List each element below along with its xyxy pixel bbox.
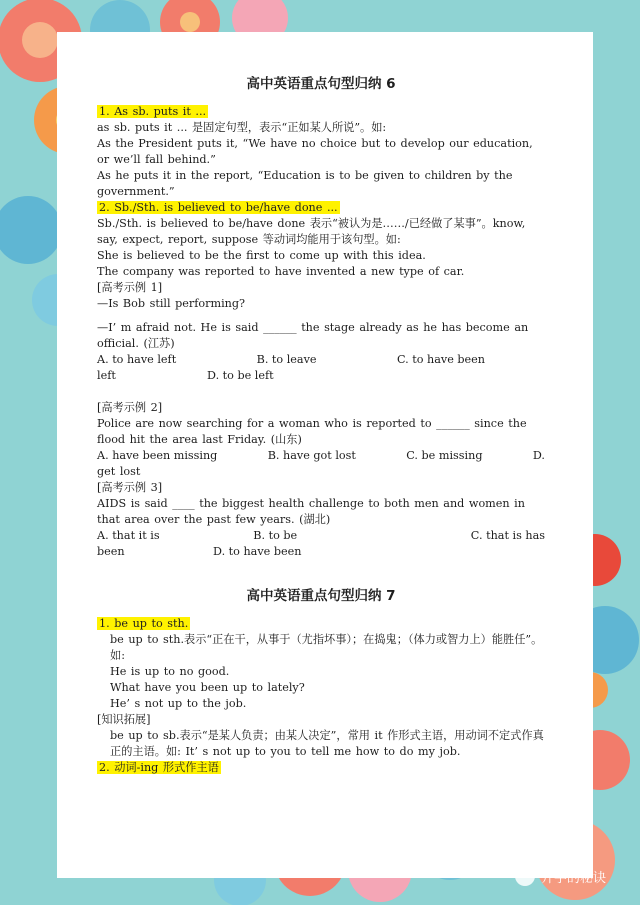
example1-option-d: D. to be left xyxy=(207,369,274,382)
section7-line-2: He is up to no good. xyxy=(110,665,230,678)
watermark-text: 升学的秘诀 xyxy=(541,870,607,886)
example2-option-a: A. have been missing xyxy=(97,449,218,462)
example3-option-c: C. that is has xyxy=(470,529,545,542)
example1-question-1: —Is Bob still performing? xyxy=(97,297,246,310)
section6-line-6: The company was reported to have invented a new type of car. xyxy=(97,265,465,278)
section6-title: 高中英语重点句型归纳 6 xyxy=(246,76,396,92)
example3-option-d: D. to have been xyxy=(213,545,302,558)
section7-heading-2: 2. 动词-ing 形式作主语 xyxy=(99,761,219,774)
example3-option-c-cont: been xyxy=(97,545,125,558)
example1-option-b: B. to leave xyxy=(256,353,317,366)
example2-tag: [高考示例 2] xyxy=(97,401,163,414)
section7-line-3: What have you been up to lately? xyxy=(110,681,305,694)
section6-line-1: as sb. puts it ... 是固定句型，表示“正如某人所说”。如: xyxy=(97,121,387,134)
section7-line-4: He’ s not up to the job. xyxy=(110,697,247,710)
example1-options xyxy=(97,352,545,368)
section6-line-4: Sb./Sth. is believed to be/have done 表示“被认为是……/已经做了某事”。know, say, expect, report, suppose 等动词均能用于该句型。如: xyxy=(97,217,526,246)
example2-options xyxy=(97,448,545,464)
example3-option-a: A. that it is xyxy=(97,529,160,542)
example1-question-2: —I’ m afraid not. He is said ______ the stage already as he has become an official. (江苏) xyxy=(97,321,529,350)
section6-heading-2: 2. Sb./Sth. is believed to be/have done ... xyxy=(99,201,338,214)
example3-tag: [高考示例 3] xyxy=(97,481,163,494)
section6-line-2: As the President puts it, “We have no choice but to develop our education, or we’ll fall behind.” xyxy=(97,137,533,166)
example2-question: Police are now searching for a woman who is reported to ______ since the flood hit the area last Friday. (山东) xyxy=(97,417,527,446)
example1-tag: [高考示例 1] xyxy=(97,281,163,294)
example2-option-c: C. be missing xyxy=(406,449,483,462)
section7-title: 高中英语重点句型归纳 7 xyxy=(246,588,396,604)
section6-heading-1: 1. As sb. puts it ... xyxy=(99,105,207,118)
example2-option-b: B. have got lost xyxy=(267,449,356,462)
extension-tag: [知识拓展] xyxy=(97,713,151,726)
example3-options xyxy=(97,528,545,544)
section7-line-1: be up to sth.表示“正在干，从事于（尤指坏事）；在捣鬼；（体力或智力上）能胜任”。如: xyxy=(110,633,543,662)
example1-option-a: A. to have left xyxy=(97,353,177,366)
watermark xyxy=(515,866,606,886)
example1-option-c: C. to have been xyxy=(396,353,485,366)
example1-option-c-cont: left xyxy=(97,369,116,382)
section6-line-5: She is believed to be the first to come up with this idea. xyxy=(97,249,426,262)
example2-option-d: D. xyxy=(532,449,545,462)
section7-line-5: be up to sb.表示“是某人负责；由某人决定”，常用 it 作形式主语，用动词不定式作真正的主语。如: It’ s not up to you to tell me how to do my job. xyxy=(110,729,544,758)
example3-option-b: B. to be xyxy=(253,529,298,542)
section7-heading-1: 1. be up to sth. xyxy=(99,617,189,630)
example2-option-d-cont: get lost xyxy=(97,465,141,478)
section6-line-3: As he puts it in the report, “Education is to be given to children by the government.” xyxy=(97,169,513,198)
document-content xyxy=(97,70,545,776)
example3-question: AIDS is said ____ the biggest health challenge to both men and women in that area over the past few years. (湖北) xyxy=(97,497,525,526)
wechat-icon xyxy=(515,866,535,886)
